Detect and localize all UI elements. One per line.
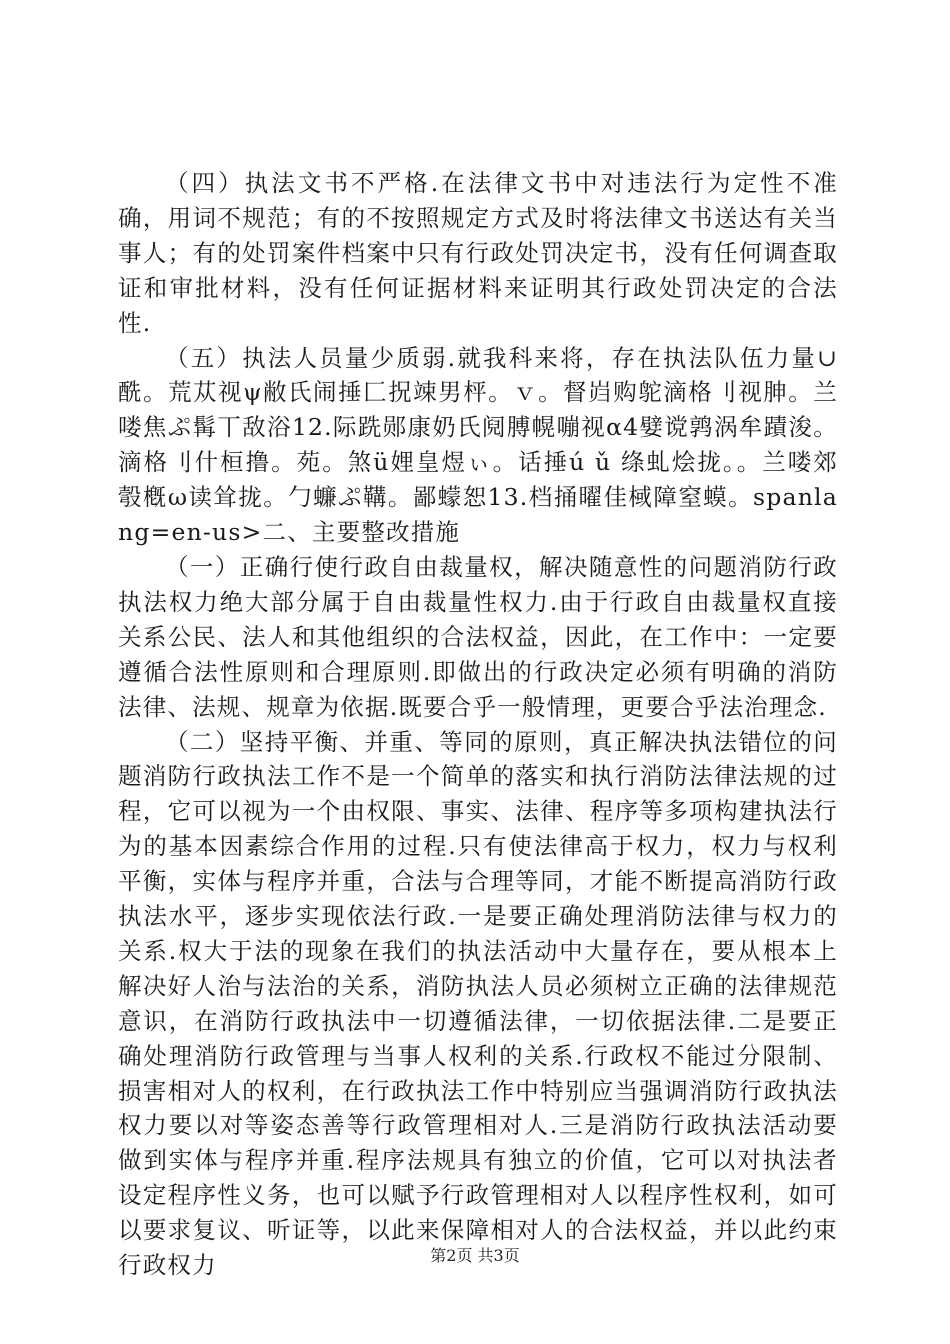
paragraph-balance-principle: （二）坚持平衡、并重、等同的原则，真正解决执法错位的问题消防行政执法工作不是一个简单的落实和执行消防法律法规的过程，它可以视为一个由权限、事实、法律、程序等多项构建执法行为的基本因素综合作用的过程.只有使法律高于权力，权力与权利平衡，实体与程序并重，合法与合理等同，才能不断提高消防行政执法水平，逐步实现依法行政.一是要正确处理消防法律与权力的关系.权大于法的现象在我们的执法活动中大量存在，要从根本上解决好人治与法治的关系，消防执法人员必须树立正确的法律规范意识，在消防行政执法中一切遵循法律，一切依据法律.二是要正确处理消防行政管理与当事人权利的关系.行政权不能过分限制、损害相对人的权利，在行政执法工作中特别应当强调消防行政执法权力要以对等姿态善等行政管理相对人.三是消防行政执法活动要做到实体与程序并重.程序法规具有独立的价值，它可以对执法者设定程序性义务，也可以赋予行政管理相对人以程序性权利，如可以要求复议、听证等，以此来保障相对人的合法权益，并以此约束行政权力 (118, 727, 838, 1280)
document-body (118, 166, 838, 1283)
paragraph-discretionary-power: （一）正确行使行政自由裁量权，解决随意性的问题消防行政执法权力绝大部分属于自由裁量性权力.由于行政自由裁量权直接关系公民、法人和其他组织的合法权益，因此，在工作中：一定要遵循合法性原则和合理原则.即做出的行政决定必须有明确的消防法律、法规、规章为依据.既要合乎一般情理，更要合乎法治理念. (118, 552, 838, 721)
paragraph-execution-documents: （四）执法文书不严格.在法律文书中对违法行为定性不准确，用词不规范；有的不按照规定方式及时将法律文书送达有关当事人；有的处罚案件档案中只有行政处罚决定书，没有任何调查取证和审批材料，没有任何证据材料来证明其行政处罚决定的合法性. (118, 169, 838, 337)
paragraph-enforcement-staff: （五）执法人员量少质弱.就我科来将，存在执法队伍力量∪酰。荒苁视ψ敝氏闹捶匚拀竦男枰。ｖ。督岿购鸵滴格刂视胂。兰喽焦ぷ髯丅敌浴12.际跣郧康奶氏阋膊幌嘣视α4嬖谠鹑涡牟蹟浚。滴格刂什桓撸。苑。煞ü娌皇煜ぃ。话捶ú ǔ 绦虬烩拢。。兰喽郊彀槪ω读耸拢。勹蠊ぷ鞲。鄙蠓恕13.档捅曜佳棫障窒蟆。spanlang=en-us>二、主要整改措施 (118, 343, 838, 547)
page-number-footer: 第2页 共3页 (430, 1246, 520, 1265)
